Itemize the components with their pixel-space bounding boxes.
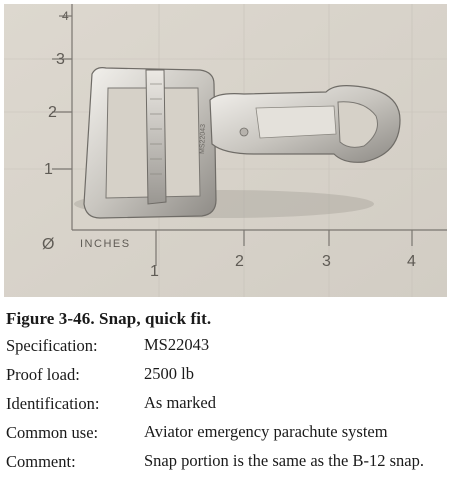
spec-value: As marked xyxy=(144,393,216,412)
tick-x-4: 4 xyxy=(407,253,416,270)
spec-row xyxy=(6,389,446,418)
snap-hook xyxy=(210,86,400,163)
spec-row xyxy=(6,331,446,360)
spec-table xyxy=(6,331,446,499)
tick-x-3: 3 xyxy=(322,253,331,270)
tick-x-2: 2 xyxy=(235,253,244,270)
spec-row xyxy=(6,447,446,499)
buckle-frame xyxy=(84,68,216,218)
spec-value: 2500 lb xyxy=(144,364,194,383)
part-stamp: MS22043 xyxy=(199,123,208,155)
spec-row xyxy=(6,360,446,389)
tick-x-1: 1 xyxy=(150,263,159,280)
spec-row xyxy=(6,418,446,447)
spec-key: Proof load: xyxy=(6,365,80,384)
spec-key: Comment: xyxy=(6,452,76,471)
spec-value: MS22043 xyxy=(144,335,210,354)
spec-value: Snap portion is the same as the B-12 snap. xyxy=(144,451,425,470)
tick-x-0: Ø xyxy=(42,236,55,253)
tick-y-4: 4 xyxy=(62,9,69,23)
figure-caption: Figure 3-46. Snap, quick fit. xyxy=(6,309,212,328)
spec-key: Identification: xyxy=(6,394,100,413)
tick-y-3: 3 xyxy=(56,51,65,68)
tick-y-1: 1 xyxy=(44,161,53,178)
hardware-photo xyxy=(4,4,447,297)
tick-y-2: 2 xyxy=(48,104,57,121)
spec-value: Aviator emergency parachute system xyxy=(144,422,388,441)
spec-key: Common use: xyxy=(6,423,99,442)
spec-key: Specification: xyxy=(6,336,98,355)
ruler-label: INCHES xyxy=(80,238,131,250)
